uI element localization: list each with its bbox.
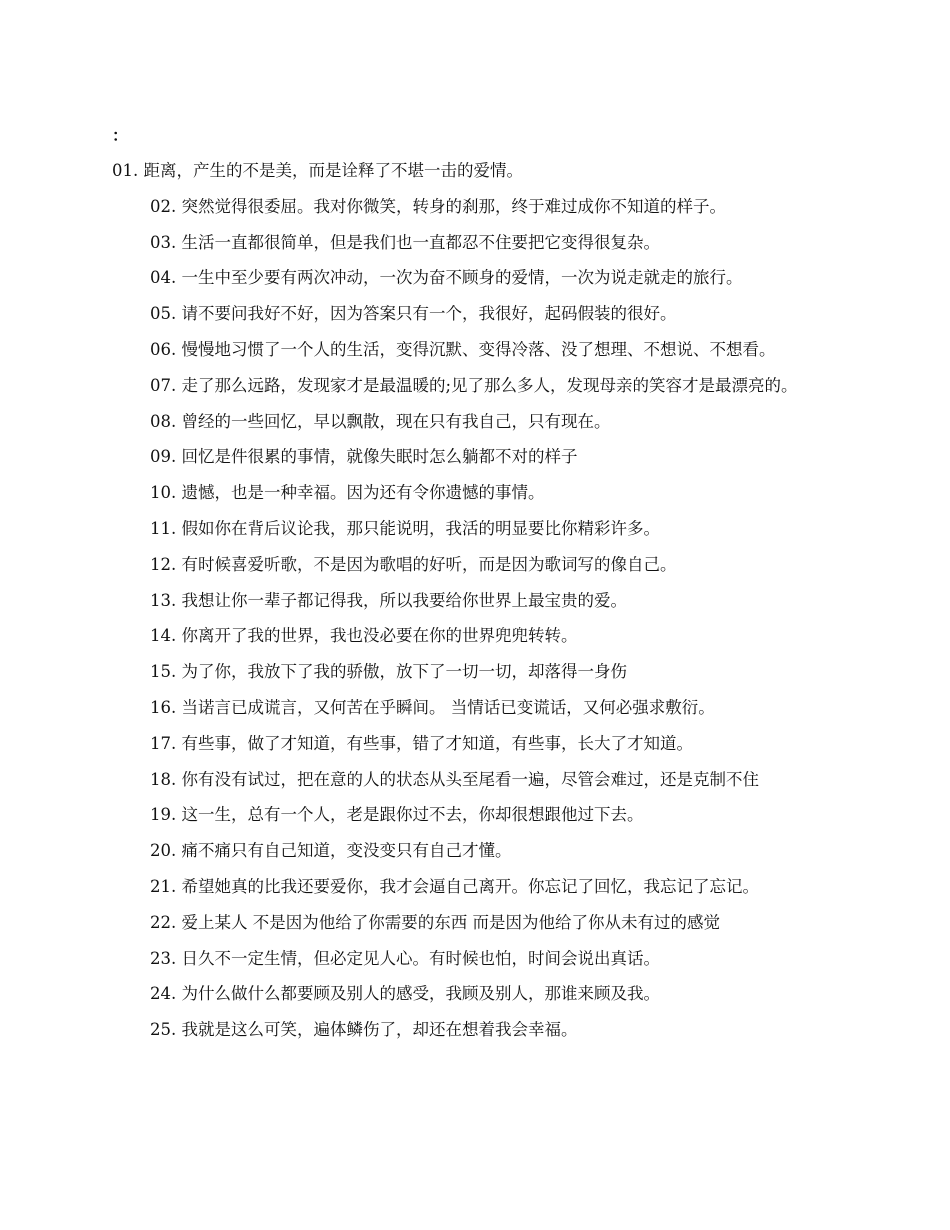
quote-item-19: 19. 这一生，总有一个人，老是跟你过不去，你却很想跟他过下去。 [150, 805, 644, 825]
quote-item-05: 05. 请不要问我好不好，因为答案只有一个，我很好，起码假装的很好。 [150, 304, 677, 324]
quote-item-15: 15. 为了你，我放下了我的骄傲，放下了一切一切，却落得一身伤 [150, 662, 627, 682]
quote-item-03: 03. 生活一直都很简单，但是我们也一直都忍不住要把它变得很复杂。 [150, 232, 660, 252]
quote-item-07: 07. 走了那么远路，发现家才是最温暖的;见了那么多人，发现母亲的笑容才是最漂亮的。 [150, 375, 798, 395]
quote-item-02: 02. 突然觉得很委屈。我对你微笑，转身的刹那，终于难过成你不知道的样子。 [150, 196, 726, 216]
quote-item-13: 13. 我想让你一辈子都记得我，所以我要给你世界上最宝贵的爱。 [150, 590, 627, 610]
quote-item-12: 12. 有时候喜爱听歌，不是因为歌唱的好听，而是因为歌词写的像自己。 [150, 554, 677, 574]
quote-item-10: 10. 遗憾，也是一种幸福。因为还有令你遗憾的事情。 [150, 483, 545, 503]
quote-item-16: 16. 当诺言已成谎言，又何苦在乎瞬间。 当情话已变谎话，又何必强求敷衍。 [150, 697, 715, 717]
quote-item-06: 06. 慢慢地习惯了一个人的生活，变得沉默、变得冷落、没了想理、不想说、不想看。 [150, 339, 776, 359]
quote-item-24: 24. 为什么做什么都要顾及别人的感受，我顾及别人，那谁来顾及我。 [150, 984, 660, 1004]
quote-item-22: 22. 爱上某人 不是因为他给了你需要的东西 而是因为他给了你从未有过的感觉 [150, 912, 720, 932]
quote-item-18: 18. 你有没有试过，把在意的人的状态从头至尾看一遍，尽管会难过，还是克制不住 [150, 769, 759, 789]
quote-item-08: 08. 曾经的一些回忆，早以飘散，现在只有我自己，只有现在。 [150, 411, 611, 431]
quote-item-11: 11. 假如你在背后议论我，那只能说明，我活的明显要比你精彩许多。 [150, 518, 660, 538]
quote-item-04: 04. 一生中至少要有两次冲动，一次为奋不顾身的爱情，一次为说走就走的旅行。 [150, 268, 743, 288]
quote-item-23: 23. 日久不一定生情，但必定见人心。有时候也怕，时间会说出真话。 [150, 948, 660, 968]
quote-item-09: 09. 回忆是件很累的事情，就像失眠时怎么躺都不对的样子 [150, 447, 578, 467]
quote-item-20: 20. 痛不痛只有自己知道，变没变只有自己才懂。 [150, 841, 512, 861]
quote-item-21: 21. 希望她真的比我还要爱你，我才会逼自己离开。你忘记了回忆，我忘记了忘记。 [150, 876, 759, 896]
quote-item-01: 01. 距离，产生的不是美，而是诠释了不堪一击的爱情。 [112, 161, 523, 180]
quote-list [0, 158, 950, 1053]
quote-item-25: 25. 我就是这么可笑，遍体鳞伤了，却还在想着我会幸福。 [150, 1020, 578, 1040]
quote-item-17: 17. 有些事，做了才知道，有些事，错了才知道，有些事，长大了才知道。 [150, 733, 693, 753]
quote-item-14: 14. 你离开了我的世界，我也没必要在你的世界兜兜转转。 [150, 626, 578, 646]
heading-colon: ： [112, 126, 129, 145]
